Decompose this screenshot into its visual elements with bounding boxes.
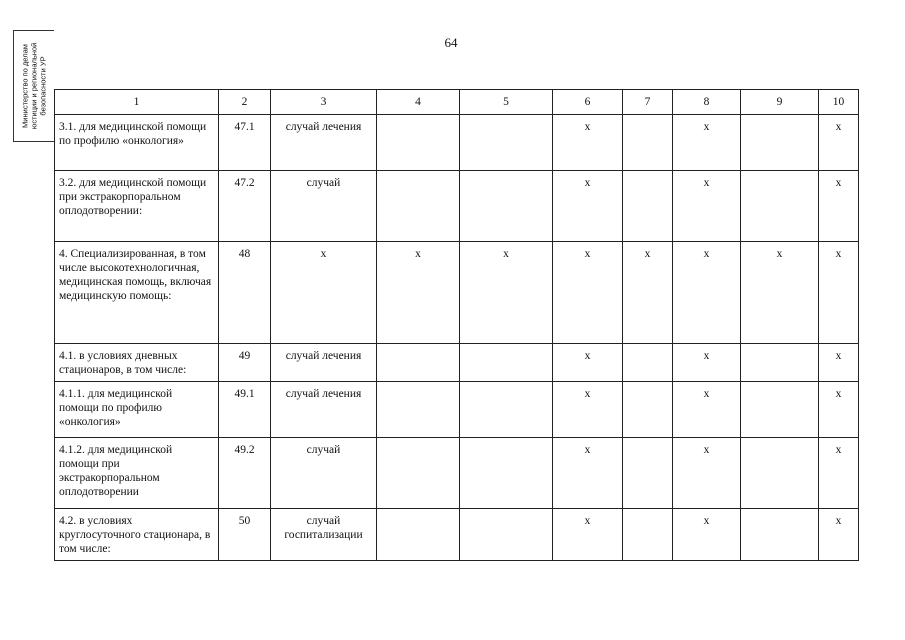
table-cell [460,438,553,509]
row-code: 47.1 [219,115,271,171]
unit-cell: случай [271,171,377,242]
column-header: 8 [673,90,741,115]
table-cell: x [673,509,741,561]
table-cell: x [741,242,819,344]
document-table [54,89,859,561]
unit-cell: случай госпитализации [271,509,377,561]
column-header: 4 [377,90,460,115]
table-cell [460,509,553,561]
table-cell: x [819,509,859,561]
column-header: 7 [623,90,673,115]
table-row [55,382,859,438]
table-row [55,344,859,382]
unit-cell: случай лечения [271,344,377,382]
table-cell [741,438,819,509]
column-header: 6 [553,90,623,115]
table-cell: x [819,438,859,509]
table-cell: x [377,242,460,344]
table-row [55,438,859,509]
unit-cell: случай лечения [271,382,377,438]
table-cell [741,509,819,561]
table-cell [623,438,673,509]
table-cell [623,509,673,561]
table-cell [460,382,553,438]
table-cell: x [673,242,741,344]
table-cell: x [673,115,741,171]
table-cell: x [673,438,741,509]
row-code: 49 [219,344,271,382]
row-code: 48 [219,242,271,344]
table-cell: x [819,171,859,242]
table-cell [623,344,673,382]
column-header: 2 [219,90,271,115]
table-cell [741,382,819,438]
stamp-line: Министерство по делам [20,44,30,128]
unit-cell: случай [271,438,377,509]
table-row [55,171,859,242]
table-cell [623,115,673,171]
page-number: 64 [444,35,458,50]
table-cell: x [553,242,623,344]
stamp-line: безопасности УР [38,56,48,116]
table-cell [377,509,460,561]
table-cell [377,344,460,382]
table-cell [377,438,460,509]
unit-cell: x [271,242,377,344]
table-cell: x [553,115,623,171]
table-row [55,115,859,171]
table-row [55,509,859,561]
table-cell: x [819,242,859,344]
table-cell: x [553,509,623,561]
table-cell [741,344,819,382]
table-cell: x [460,242,553,344]
row-code: 47.2 [219,171,271,242]
table-cell: x [673,382,741,438]
table-row [55,242,859,344]
table-cell [460,115,553,171]
table-cell: x [819,115,859,171]
table-cell [377,115,460,171]
stamp-text [21,31,48,141]
column-header: 5 [460,90,553,115]
header-row [55,90,859,115]
column-header: 10 [819,90,859,115]
table-cell [460,344,553,382]
table-cell: x [553,438,623,509]
row-label: 4.1. в условиях дневных стационаров, в том числе: [55,344,219,382]
table-cell: x [673,344,741,382]
table-cell: x [623,242,673,344]
row-code: 49.2 [219,438,271,509]
table-cell [741,171,819,242]
table-cell: x [819,344,859,382]
column-header: 1 [55,90,219,115]
column-header: 9 [741,90,819,115]
stamp-line: юстиции и региональной [29,42,39,130]
table-cell [377,382,460,438]
registration-stamp [13,30,54,142]
table-cell: x [553,171,623,242]
column-header: 3 [271,90,377,115]
table-cell [460,171,553,242]
row-label: 3.2. для медицинской помощи при экстракорпоральном оплодотворении: [55,171,219,242]
row-label: 4.2. в условиях круглосуточного стационара, в том числе: [55,509,219,561]
row-label: 4.1.2. для медицинской помощи при экстракорпоральном оплодотворении [55,438,219,509]
table-cell: x [819,382,859,438]
table-cell [377,171,460,242]
table-cell [741,115,819,171]
table-cell [623,171,673,242]
row-code: 49.1 [219,382,271,438]
row-label: 4. Специализированная, в том числе высокотехнологичная, медицинская помощь, включая медицинскую помощь: [55,242,219,344]
row-label: 4.1.1. для медицинской помощи по профилю «онкология» [55,382,219,438]
table-cell: x [553,382,623,438]
table-cell: x [673,171,741,242]
row-code: 50 [219,509,271,561]
table-cell [623,382,673,438]
table-cell: x [553,344,623,382]
row-label: 3.1. для медицинской помощи по профилю «онкология» [55,115,219,171]
unit-cell: случай лечения [271,115,377,171]
